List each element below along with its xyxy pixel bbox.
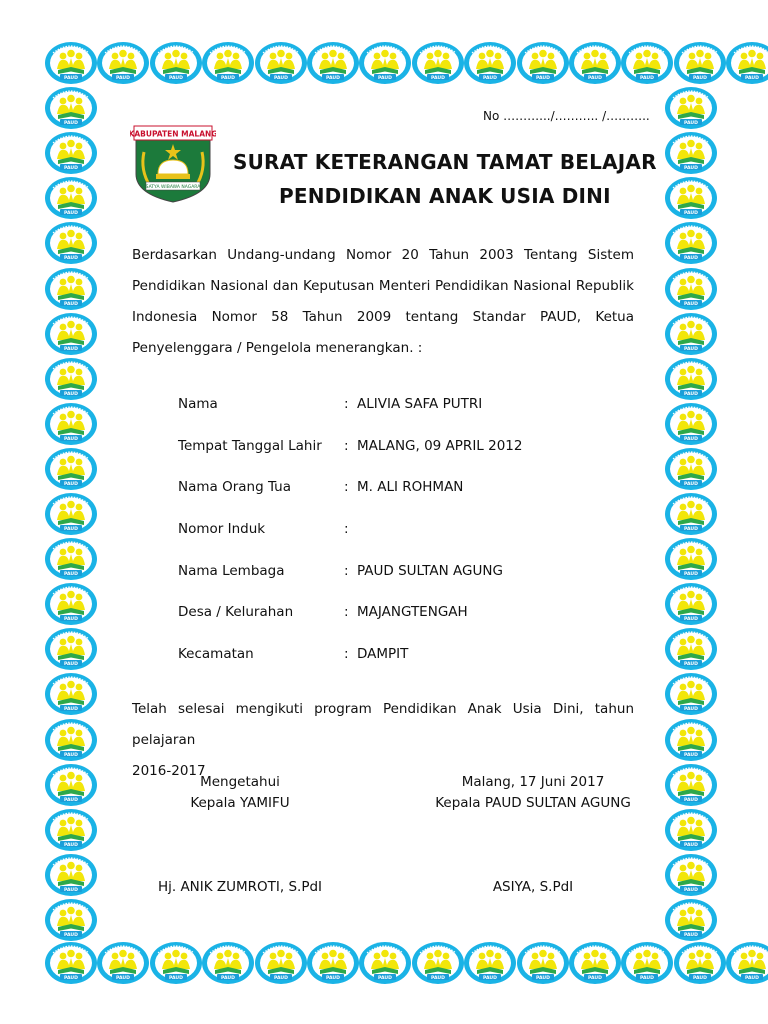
paud-badge-icon	[44, 627, 98, 671]
paud-badge-icon	[664, 357, 718, 401]
paud-badge-icon	[254, 41, 308, 85]
paud-badge-icon	[664, 582, 718, 626]
paud-badge-icon	[96, 941, 150, 985]
paud-badge-icon	[664, 672, 718, 716]
svg-text:PAUD: PAUD	[64, 255, 78, 261]
paud-badge-icon	[664, 131, 718, 175]
svg-text:PAUD: PAUD	[684, 842, 698, 848]
svg-text:PAUD: PAUD	[483, 75, 497, 81]
paud-badge-icon	[673, 941, 727, 985]
svg-text:PAUD: PAUD	[693, 75, 707, 81]
intro-paragraph	[132, 240, 634, 364]
svg-text:PAUD: PAUD	[221, 75, 235, 81]
paud-badge-icon	[664, 221, 718, 265]
svg-text:PAUD: PAUD	[684, 301, 698, 307]
field-label-nomor-induk: Nomor Induk	[178, 521, 266, 537]
paud-badge-icon	[149, 41, 203, 85]
svg-text:PAUD: PAUD	[684, 481, 698, 487]
svg-text:PAUD: PAUD	[221, 975, 235, 981]
svg-text:PAUD: PAUD	[64, 887, 78, 893]
svg-text:PAUD: PAUD	[536, 975, 550, 981]
document-number: No ……….../……….. /………..	[483, 109, 650, 123]
paud-badge-icon	[516, 941, 570, 985]
paud-badge-icon	[725, 41, 768, 85]
svg-text:PAUD: PAUD	[274, 75, 288, 81]
field-value-desa: MAJANGTENGAH	[357, 604, 468, 620]
field-colon: :	[344, 479, 349, 495]
paud-badge-icon	[620, 941, 674, 985]
paud-badge-icon	[664, 312, 718, 356]
svg-text:PAUD: PAUD	[64, 975, 78, 981]
paud-badge-icon	[664, 267, 718, 311]
paud-badge-icon	[568, 941, 622, 985]
field-value-lembaga: PAUD SULTAN AGUNG	[357, 563, 503, 579]
svg-text:PAUD: PAUD	[64, 165, 78, 171]
paud-badge-icon	[201, 41, 255, 85]
svg-text:PAUD: PAUD	[64, 346, 78, 352]
kabupaten-malang-logo	[130, 122, 216, 204]
svg-text:PAUD: PAUD	[745, 975, 759, 981]
field-value-ttl: MALANG, 09 APRIL 2012	[357, 438, 523, 454]
field-label-lembaga: Nama Lembaga	[178, 563, 285, 579]
paud-badge-icon	[44, 718, 98, 762]
closing-line-2: 2016-2017	[132, 763, 206, 779]
paud-badge-icon	[44, 853, 98, 897]
svg-text:PAUD: PAUD	[431, 75, 445, 81]
paud-badge-icon	[254, 941, 308, 985]
paud-badge-icon	[664, 898, 718, 942]
sign-left-line-2: Kepala YAMIFU	[190, 795, 290, 811]
paud-badge-icon	[96, 41, 150, 85]
paud-badge-icon	[306, 941, 360, 985]
svg-text:PAUD: PAUD	[64, 616, 78, 622]
svg-text:PAUD: PAUD	[378, 975, 392, 981]
field-label-desa: Desa / Kelurahan	[178, 604, 294, 620]
paud-badge-icon	[664, 627, 718, 671]
field-label-kecamatan: Kecamatan	[178, 646, 254, 662]
field-label-nama: Nama	[178, 396, 218, 412]
intro-line-1: Berdasarkan Undang-undang Nomor 20 Tahun 2003 Tentang Sistem	[132, 247, 634, 263]
paud-badge-icon	[44, 312, 98, 356]
paud-badge-icon	[664, 402, 718, 446]
paud-badge-icon	[44, 763, 98, 807]
paud-badge-icon	[411, 941, 465, 985]
paud-badge-icon	[44, 492, 98, 536]
svg-text:PAUD: PAUD	[684, 887, 698, 893]
field-colon: :	[344, 396, 349, 412]
field-colon: :	[344, 521, 349, 537]
svg-text:PAUD: PAUD	[326, 75, 340, 81]
svg-text:PAUD: PAUD	[64, 661, 78, 667]
svg-text:PAUD: PAUD	[378, 75, 392, 81]
svg-text:PAUD: PAUD	[64, 120, 78, 126]
svg-text:PAUD: PAUD	[684, 255, 698, 261]
paud-badge-icon	[44, 447, 98, 491]
field-colon: :	[344, 563, 349, 579]
paud-badge-icon	[44, 131, 98, 175]
svg-text:PAUD: PAUD	[169, 75, 183, 81]
svg-text:PAUD: PAUD	[169, 975, 183, 981]
svg-text:PAUD: PAUD	[431, 975, 445, 981]
paud-badge-icon	[44, 176, 98, 220]
svg-text:PAUD: PAUD	[684, 210, 698, 216]
paud-badge-icon	[44, 267, 98, 311]
paud-badge-icon	[664, 492, 718, 536]
paud-badge-icon	[44, 86, 98, 130]
sign-right-name: ASIYA, S.PdI	[492, 879, 574, 895]
paud-badge-icon	[664, 763, 718, 807]
paud-badge-icon	[44, 941, 98, 985]
svg-text:PAUD: PAUD	[64, 932, 78, 938]
paud-badge-icon	[673, 41, 727, 85]
svg-text:PAUD: PAUD	[745, 75, 759, 81]
paud-badge-icon	[664, 176, 718, 220]
svg-text:PAUD: PAUD	[64, 706, 78, 712]
paud-badge-icon	[664, 853, 718, 897]
paud-badge-icon	[411, 41, 465, 85]
svg-text:PAUD: PAUD	[640, 975, 654, 981]
intro-line-2: Pendidikan Nasional dan Keputusan Menteri Pendidikan Nasional Republik	[132, 278, 634, 294]
svg-text:PAUD: PAUD	[64, 797, 78, 803]
paud-badge-icon	[44, 357, 98, 401]
svg-text:PAUD: PAUD	[684, 346, 698, 352]
paud-badge-icon	[620, 41, 674, 85]
paud-badge-icon	[201, 941, 255, 985]
svg-text:PAUD: PAUD	[684, 436, 698, 442]
paud-badge-icon	[463, 41, 517, 85]
paud-badge-icon	[358, 41, 412, 85]
paud-badge-icon	[725, 941, 768, 985]
svg-text:PAUD: PAUD	[116, 975, 130, 981]
field-value-kecamatan: DAMPIT	[357, 646, 409, 662]
field-colon: :	[344, 438, 349, 454]
paud-badge-icon	[44, 582, 98, 626]
svg-text:PAUD: PAUD	[64, 481, 78, 487]
intro-line-4: Penyelenggara / Pengelola menerangkan. :	[132, 340, 423, 356]
paud-badge-icon	[44, 537, 98, 581]
paud-badge-icon	[44, 221, 98, 265]
svg-text:PAUD: PAUD	[684, 932, 698, 938]
field-value-nama: ALIVIA SAFA PUTRI	[357, 396, 483, 412]
paud-badge-icon	[306, 41, 360, 85]
paud-badge-icon	[44, 898, 98, 942]
field-label-orang-tua: Nama Orang Tua	[178, 479, 291, 495]
sign-left-line-1: Mengetahui	[200, 774, 280, 790]
svg-text:PAUD: PAUD	[64, 301, 78, 307]
svg-text:PAUD: PAUD	[64, 842, 78, 848]
paud-badge-icon	[358, 941, 412, 985]
paud-badge-icon	[44, 808, 98, 852]
logo-banner-text: KABUPATEN MALANG	[130, 129, 216, 139]
svg-text:PAUD: PAUD	[64, 210, 78, 216]
paud-badge-icon	[149, 941, 203, 985]
title-line-1: SURAT KETERANGAN TAMAT BELAJAR	[233, 150, 657, 174]
svg-text:PAUD: PAUD	[684, 120, 698, 126]
svg-text:PAUD: PAUD	[483, 975, 497, 981]
paud-badge-icon	[664, 447, 718, 491]
svg-text:PAUD: PAUD	[684, 752, 698, 758]
svg-text:PAUD: PAUD	[64, 752, 78, 758]
field-value-orang-tua: M. ALI ROHMAN	[357, 479, 464, 495]
svg-text:PAUD: PAUD	[588, 975, 602, 981]
svg-text:PAUD: PAUD	[684, 165, 698, 171]
svg-text:PAUD: PAUD	[684, 797, 698, 803]
svg-text:PAUD: PAUD	[274, 975, 288, 981]
paud-badge-icon	[463, 941, 517, 985]
svg-text:PAUD: PAUD	[588, 75, 602, 81]
paud-badge-icon	[44, 672, 98, 716]
field-colon: :	[344, 604, 349, 620]
svg-text:PAUD: PAUD	[684, 571, 698, 577]
paud-badge-icon	[568, 41, 622, 85]
svg-text:PAUD: PAUD	[684, 661, 698, 667]
sign-right-line-1: Malang, 17 Juni 2017	[461, 774, 605, 790]
svg-text:PAUD: PAUD	[693, 975, 707, 981]
svg-text:PAUD: PAUD	[64, 571, 78, 577]
svg-text:PAUD: PAUD	[64, 75, 78, 81]
paud-badge-icon	[44, 41, 98, 85]
closing-line-1: Telah selesai mengikuti program Pendidikan Anak Usia Dini, tahun pelajaran	[132, 701, 634, 748]
paud-badge-icon	[664, 537, 718, 581]
field-label-ttl: Tempat Tanggal Lahir	[178, 438, 322, 454]
paud-badge-icon	[664, 86, 718, 130]
svg-text:PAUD: PAUD	[640, 75, 654, 81]
svg-text:PAUD: PAUD	[64, 526, 78, 532]
svg-text:PAUD: PAUD	[326, 975, 340, 981]
svg-text:PAUD: PAUD	[536, 75, 550, 81]
svg-text:PAUD: PAUD	[64, 436, 78, 442]
svg-text:PAUD: PAUD	[684, 616, 698, 622]
svg-text:PAUD: PAUD	[116, 75, 130, 81]
intro-line-3: Indonesia Nomor 58 Tahun 2009 tentang Standar PAUD, Ketua	[132, 309, 634, 325]
svg-text:PAUD: PAUD	[684, 526, 698, 532]
sign-right-line-2: Kepala PAUD SULTAN AGUNG	[435, 795, 631, 811]
svg-text:PAUD: PAUD	[684, 391, 698, 397]
title-line-2: PENDIDIKAN ANAK USIA DINI	[279, 184, 611, 208]
logo-motto-text: SATYA WIBAWA NAGARA	[145, 185, 201, 191]
svg-text:PAUD: PAUD	[684, 706, 698, 712]
svg-text:PAUD: PAUD	[64, 391, 78, 397]
paud-badge-icon	[664, 808, 718, 852]
paud-badge-icon	[516, 41, 570, 85]
paud-badge-icon	[44, 402, 98, 446]
paud-badge-icon	[664, 718, 718, 762]
field-colon: :	[344, 646, 349, 662]
sign-left-name: Hj. ANIK ZUMROTI, S.PdI	[157, 879, 323, 895]
